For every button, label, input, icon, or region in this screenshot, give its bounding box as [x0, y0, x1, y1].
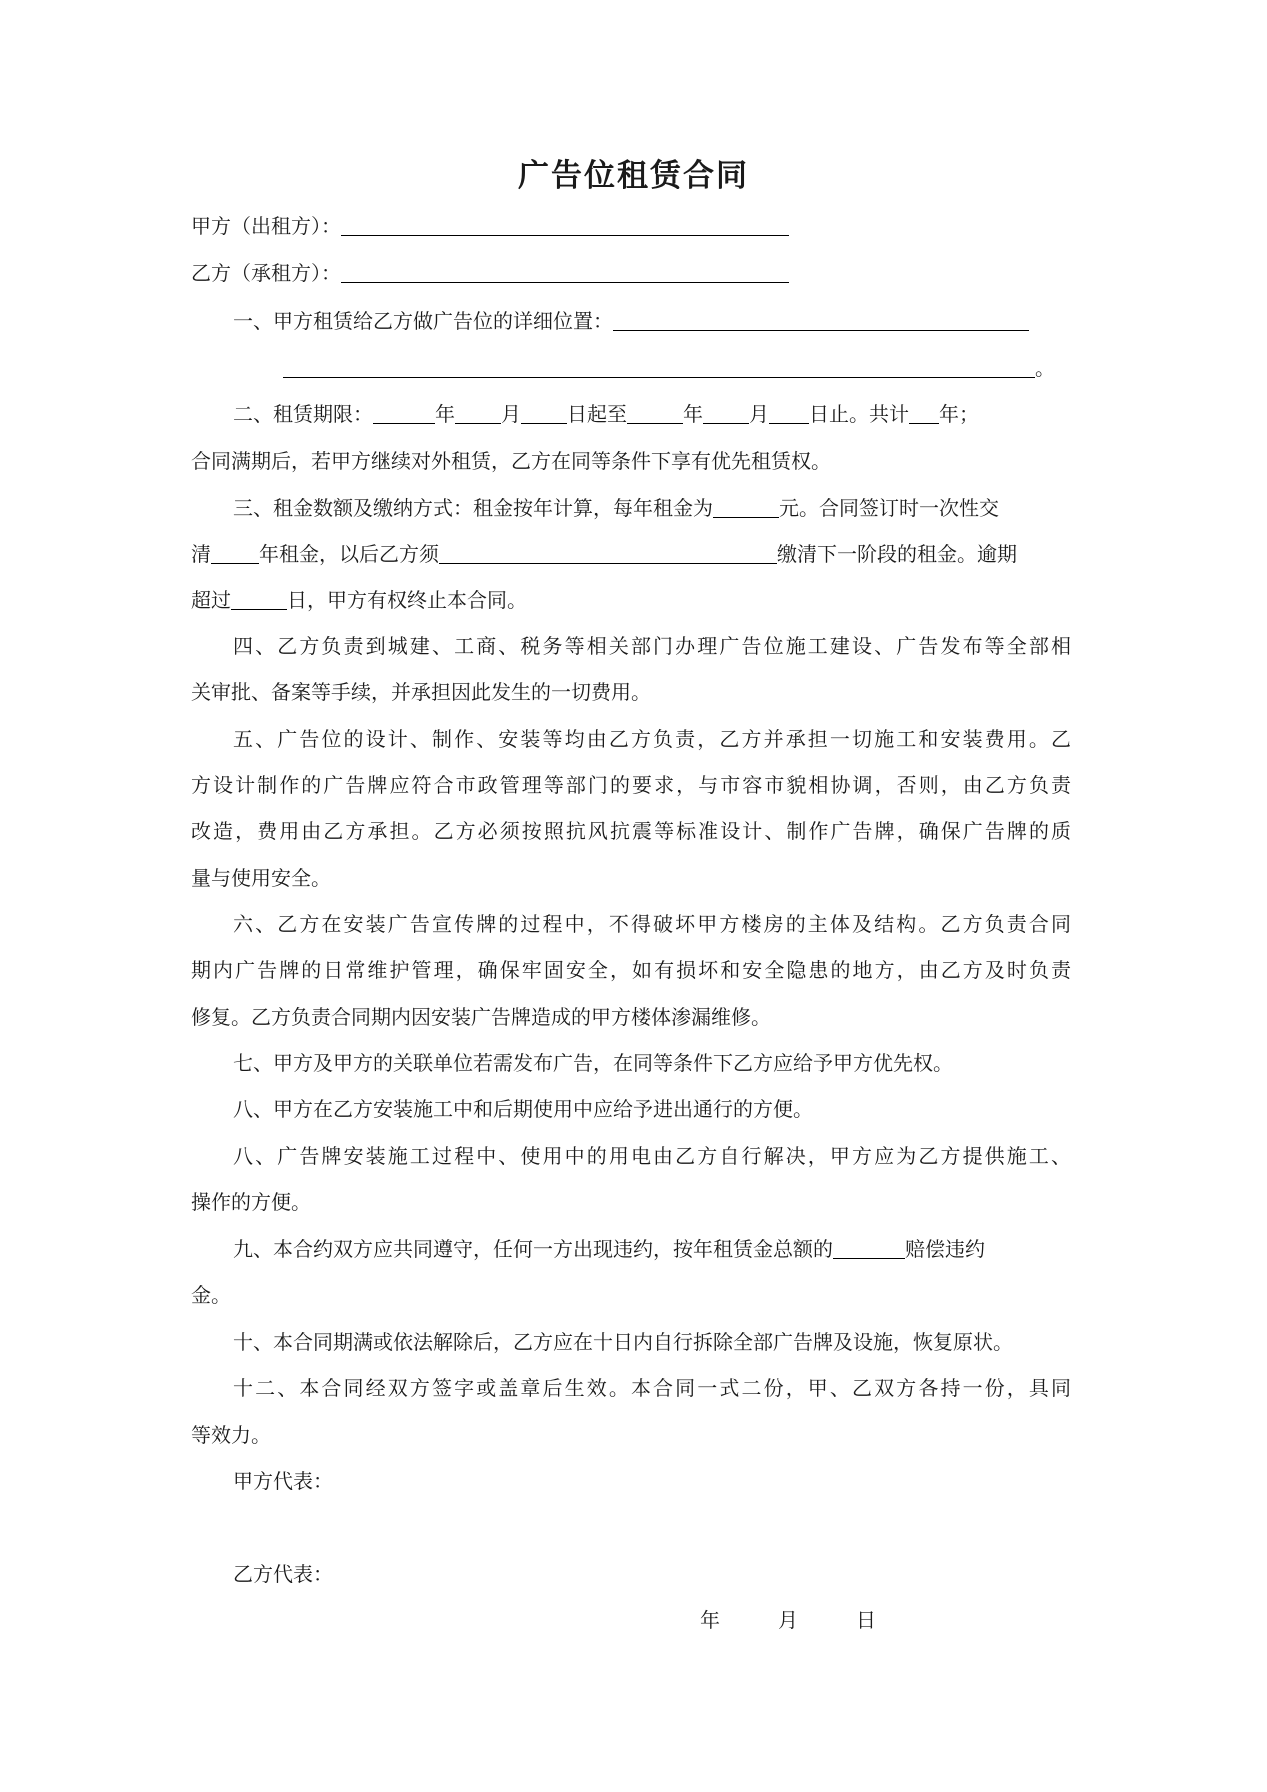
- penalty-rate-blank[interactable]: [833, 1240, 905, 1259]
- clause-6-line3: 修复。乙方负责合同期内因安装广告牌造成的甲方楼体渗漏维修。: [191, 1005, 771, 1029]
- year-label: 年: [683, 402, 703, 426]
- clause-8b-line2: 操作的方便。: [191, 1190, 311, 1214]
- date-year: 年: [700, 1608, 720, 1632]
- month-label: 月: [501, 402, 521, 426]
- page-title: 广告位租赁合同: [518, 158, 749, 194]
- overdue-days-blank[interactable]: [231, 591, 287, 610]
- day-from-label: 日起至: [567, 402, 627, 426]
- clause-9-text-b: 赔偿违约: [905, 1237, 985, 1261]
- date-month: 月: [778, 1608, 798, 1632]
- party-a-representative: 甲方代表：: [233, 1469, 333, 1493]
- party-b-representative: 乙方代表：: [233, 1562, 333, 1586]
- location-blank-2[interactable]: [283, 359, 1035, 378]
- end-year-blank[interactable]: [627, 405, 683, 424]
- party-a-line: [191, 214, 789, 238]
- clause-6-line1: 六、乙方在安装广告宣传牌的过程中，不得破坏甲方楼房的主体及结构。乙方负责合同: [233, 912, 1071, 936]
- location-blank[interactable]: [613, 312, 1029, 331]
- start-year-blank[interactable]: [373, 405, 435, 424]
- clause-3-text-b: 元。合同签订时一次性交: [779, 496, 999, 520]
- month-label: 月: [749, 402, 769, 426]
- clause-1-end: 。: [1035, 356, 1055, 380]
- clause-2-text: 二、租赁期限：: [233, 402, 373, 426]
- clause-8b-line1: 八、广告牌安装施工过程中、使用中的用电由乙方自行解决，甲方应为乙方提供施工、: [233, 1144, 1071, 1168]
- years-label: 年；: [939, 402, 979, 426]
- clause-3-text-d: 年租金，以后乙方须: [259, 542, 439, 566]
- year-label: 年: [435, 402, 455, 426]
- clause-4-line2: 关审批、备案等手续，并承担因此发生的一切费用。: [191, 680, 651, 704]
- clause-4-line1: 四、乙方负责到城建、工商、税务等相关部门办理广告位施工建设、广告发布等全部相: [233, 634, 1071, 658]
- clause-5-line2: 方设计制作的广告牌应符合市政管理等部门的要求，与市容市貌相协调，否则，由乙方负责: [191, 773, 1071, 797]
- payment-time-blank[interactable]: [439, 545, 777, 564]
- start-month-blank[interactable]: [455, 405, 501, 424]
- date-day: 日: [856, 1608, 876, 1632]
- clause-3-text-c: 清: [191, 542, 211, 566]
- clause-1-text: 一、甲方租赁给乙方做广告位的详细位置：: [233, 309, 613, 333]
- start-day-blank[interactable]: [521, 405, 567, 424]
- clause-12-line2: 等效力。: [191, 1423, 271, 1447]
- prepay-years-blank[interactable]: [211, 545, 259, 564]
- party-b-label: 乙方（承租方）：: [191, 261, 341, 285]
- clause-3-line2: [191, 542, 1017, 566]
- clause-10: 十、本合同期满或依法解除后，乙方应在十日内自行拆除全部广告牌及设施，恢复原状。: [233, 1330, 1013, 1354]
- party-a-blank[interactable]: [341, 217, 789, 236]
- clause-9-text: 九、本合约双方应共同遵守，任何一方出现违约，按年租赁金总额的: [233, 1237, 833, 1261]
- party-b-blank[interactable]: [341, 264, 789, 283]
- end-day-blank[interactable]: [769, 405, 809, 424]
- clause-12-line1: 十二、本合同经双方签字或盖章后生效。本合同一式二份，甲、乙双方各持一份，具同: [233, 1376, 1071, 1400]
- clause-6-line2: 期内广告牌的日常维护管理，确保牢固安全，如有损坏和安全隐患的地方，由乙方及时负责: [191, 958, 1071, 982]
- clause-9: [233, 1237, 985, 1261]
- clause-5-line1: 五、广告位的设计、制作、安装等均由乙方负责，乙方并承担一切施工和安装费用。乙: [233, 727, 1071, 751]
- clause-3-text-e: 缴清下一阶段的租金。逾期: [777, 542, 1017, 566]
- clause-5-line3: 改造，费用由乙方承担。乙方必须按照抗风抗震等标准设计、制作广告牌，确保广告牌的质: [191, 819, 1071, 843]
- clause-1-line2: [283, 356, 1055, 380]
- total-years-blank[interactable]: [909, 405, 939, 424]
- party-a-label: 甲方（出租方）：: [191, 214, 341, 238]
- clause-1: [233, 309, 1029, 333]
- clause-8a: 八、甲方在乙方安装施工中和后期使用中应给予进出通行的方便。: [233, 1097, 813, 1121]
- clause-5-line4: 量与使用安全。: [191, 866, 331, 890]
- clause-3-text-g: 日，甲方有权终止本合同。: [287, 588, 527, 612]
- end-month-blank[interactable]: [703, 405, 749, 424]
- clause-2-line2: 合同满期后，若甲方继续对外租赁，乙方在同等条件下享有优先租赁权。: [191, 449, 831, 473]
- clause-3-text: 三、租金数额及缴纳方式：租金按年计算，每年租金为: [233, 496, 713, 520]
- clause-2: [233, 402, 979, 426]
- clause-7: 七、甲方及甲方的关联单位若需发布广告，在同等条件下乙方应给予甲方优先权。: [233, 1051, 953, 1075]
- annual-rent-blank[interactable]: [713, 499, 779, 518]
- party-b-line: [191, 261, 789, 285]
- clause-3-line3: [191, 588, 527, 612]
- clause-3: [233, 496, 999, 520]
- clause-3-text-f: 超过: [191, 588, 231, 612]
- day-to-label: 日止。共计: [809, 402, 909, 426]
- clause-9-line2: 金。: [191, 1283, 231, 1307]
